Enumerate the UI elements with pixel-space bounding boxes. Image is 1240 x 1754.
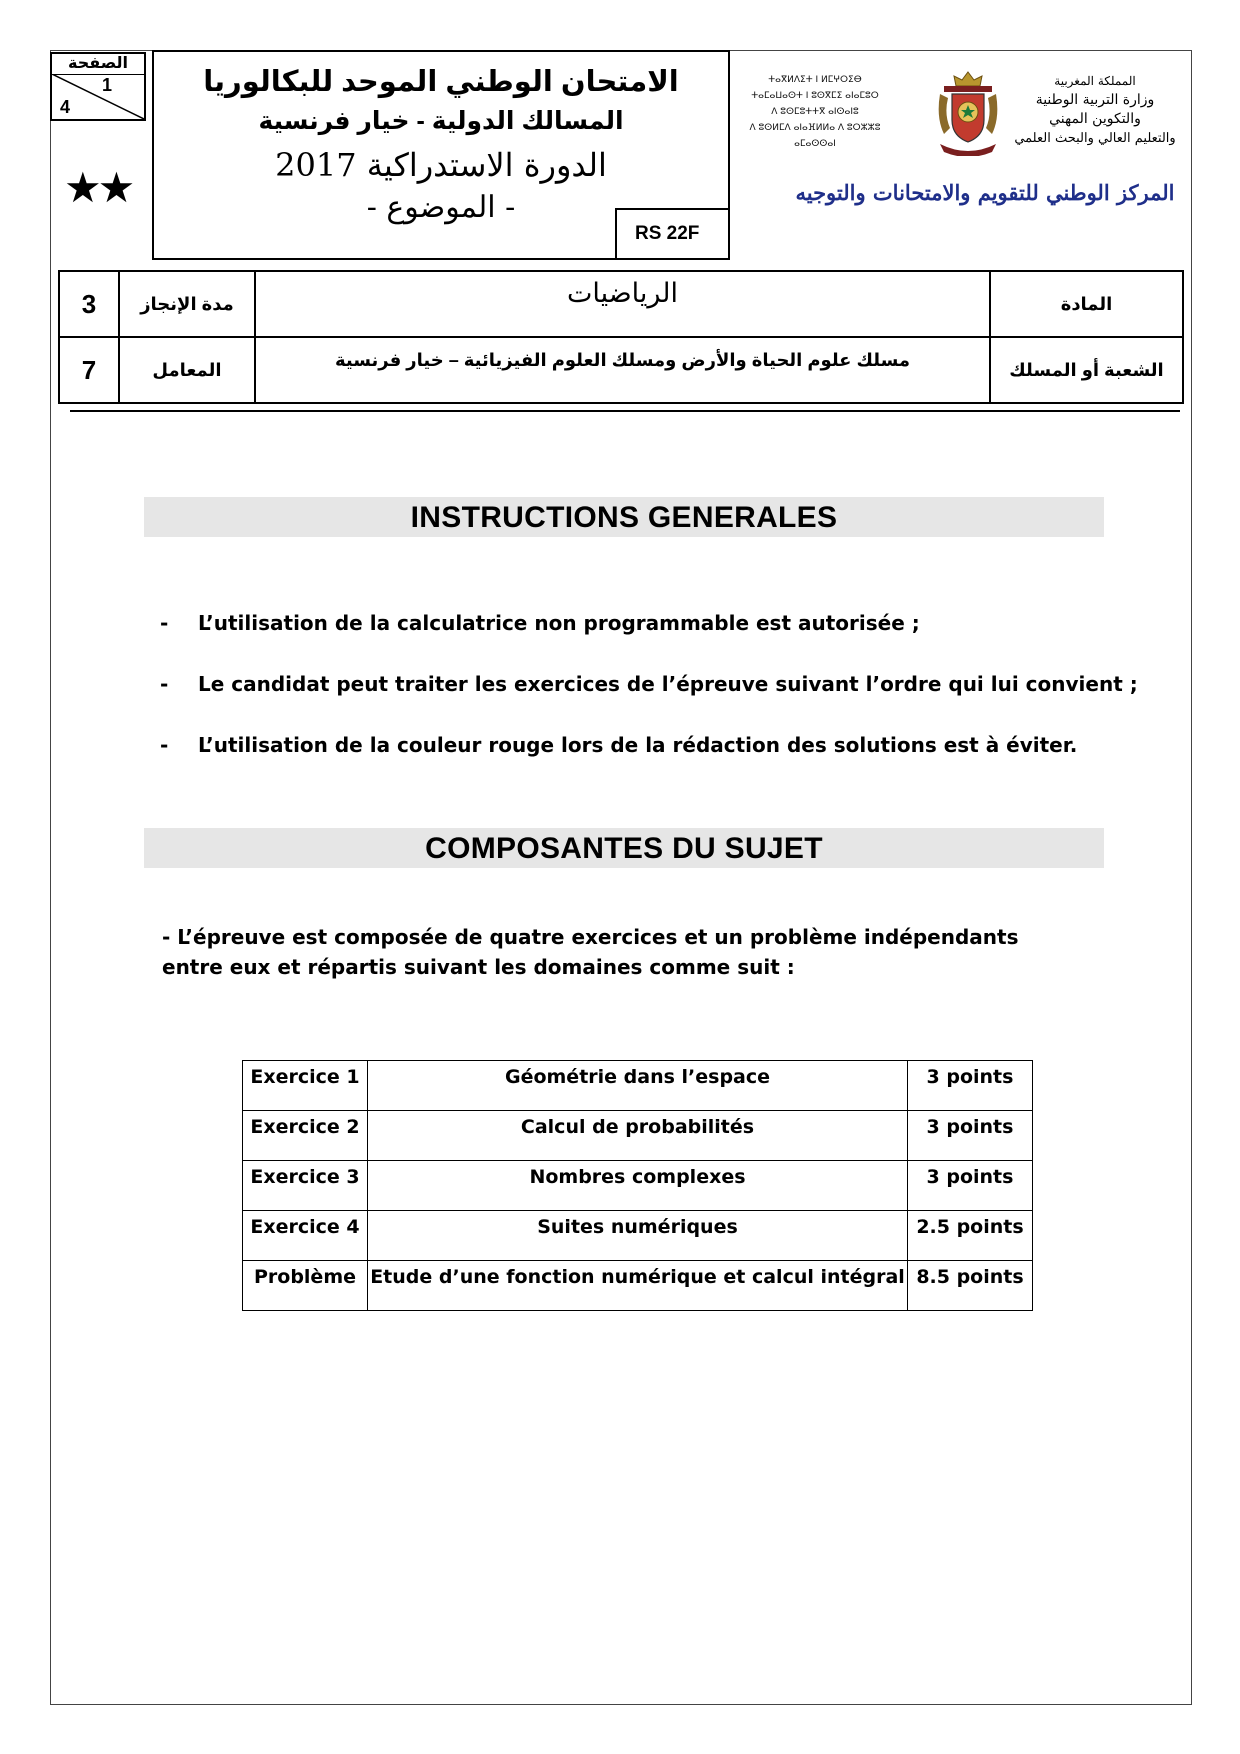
exercise-domain: Calcul de probabilités (368, 1111, 908, 1161)
exercise-points: 2.5 points (908, 1211, 1033, 1261)
duration-value: 3 (59, 271, 119, 337)
exam-track: المسالك الدولية - خيار فرنسية (258, 107, 624, 135)
ministry-line: وزارة التربية الوطنية (1035, 92, 1155, 108)
exercises-table (242, 1060, 1033, 1311)
page-number-box (50, 52, 146, 121)
ministry-name (1010, 72, 1180, 148)
subject-label: المادة (990, 271, 1183, 337)
exercise-domain: Etude d’une fonction numérique et calcul intégral (368, 1261, 908, 1311)
amazigh-line: ⵜⴰⵎⴰⵡⴰⵙⵜ ⵏ ⵓⵙⴳⵎⵉ ⴰⵏⴰⵎⵓⵔ (751, 91, 879, 101)
exercise-domain: Suites numériques (368, 1211, 908, 1261)
list-dash: - (160, 733, 169, 757)
table-row (243, 1261, 1033, 1311)
duration-label: مدة الإنجاز (119, 271, 255, 337)
table-row (243, 1211, 1033, 1261)
coefficient-value: 7 (59, 337, 119, 403)
list-dash: - (160, 611, 169, 635)
amazigh-line: ⴷ ⵓⵙⵎⵓⵜⵜⴳ ⴰⵏⵙⴰⵏⵓ (771, 107, 859, 117)
branch-value: مسلك علوم الحياة والأرض ومسلك العلوم الفيزيائية – خيار فرنسية (255, 337, 990, 403)
table-row (243, 1161, 1033, 1211)
table-row (243, 1061, 1033, 1111)
page-total: 4 (60, 97, 71, 117)
instruction-text: L’utilisation de la calculatrice non programmable est autorisée ; (198, 611, 920, 635)
exercise-points: 8.5 points (908, 1261, 1033, 1311)
ministry-line: والتكوين المهني (1049, 111, 1141, 127)
exercise-name: Problème (243, 1261, 368, 1311)
subject-info-table (58, 270, 1184, 404)
table-row (243, 1111, 1033, 1161)
page-current: 1 (102, 75, 113, 95)
coat-of-arms-icon (930, 68, 1006, 156)
composantes-intro: - L’épreuve est composée de quatre exercices et un problème indépendants entre eux et répartis suivant les domaines comme suit : (162, 925, 1019, 979)
instruction-text: Le candidat peut traiter les exercices de l’épreuve suivant l’ordre qui lui convient ; (198, 672, 1138, 696)
stars-rating: ★★ (64, 164, 132, 211)
exercise-points: 3 points (908, 1111, 1033, 1161)
list-dash: - (160, 672, 169, 696)
evaluation-center-name: المركز الوطني للتقويم والامتحانات والتوجيه (795, 180, 1175, 205)
header-separator (70, 410, 1180, 412)
coefficient-label: المعامل (119, 337, 255, 403)
exercise-name: Exercice 3 (243, 1161, 368, 1211)
exercise-name: Exercice 2 (243, 1111, 368, 1161)
instructions-heading: INSTRUCTIONS GENERALES (144, 497, 1104, 537)
exercise-name: Exercice 4 (243, 1211, 368, 1261)
exam-session: الدورة الاستدراكية 2017 (275, 146, 607, 184)
branch-label: الشعبة أو المسلك (990, 337, 1183, 403)
exercise-name: Exercice 1 (243, 1061, 368, 1111)
ministry-line: المملكة المغربية (1054, 74, 1136, 88)
exercise-points: 3 points (908, 1061, 1033, 1111)
page-label: الصفحة (52, 54, 144, 75)
exercise-domain: Nombres complexes (368, 1161, 908, 1211)
instruction-text: L’utilisation de la couleur rouge lors de la rédaction des solutions est à éviter. (198, 733, 1078, 757)
exam-code: RS 22F (615, 208, 730, 260)
subject-value: الرياضيات (255, 271, 990, 337)
composantes-heading: COMPOSANTES DU SUJET (144, 828, 1104, 868)
amazigh-ministry-name (730, 72, 900, 152)
amazigh-line: ⵜⴰⴳⵍⴷⵉⵜ ⵏ ⵍⵎⵖⵔⵉⴱ (768, 75, 862, 85)
exam-title: الامتحان الوطني الموحد للبكالوريا (203, 66, 679, 98)
exam-subject-label: - الموضوع - (366, 190, 516, 225)
amazigh-line: ⴷ ⵓⵙⵍⵎⴷ ⴰⵏⴰⴼⵍⵍⴰ ⴷ ⵓⵔⵣⵣⵓ ⴰⵎⴰⵙⵙⴰⵏ (749, 123, 881, 149)
ministry-line: والتعليم العالي والبحث العلمي (1014, 131, 1176, 146)
exercise-points: 3 points (908, 1161, 1033, 1211)
exercise-domain: Géométrie dans l’espace (368, 1061, 908, 1111)
